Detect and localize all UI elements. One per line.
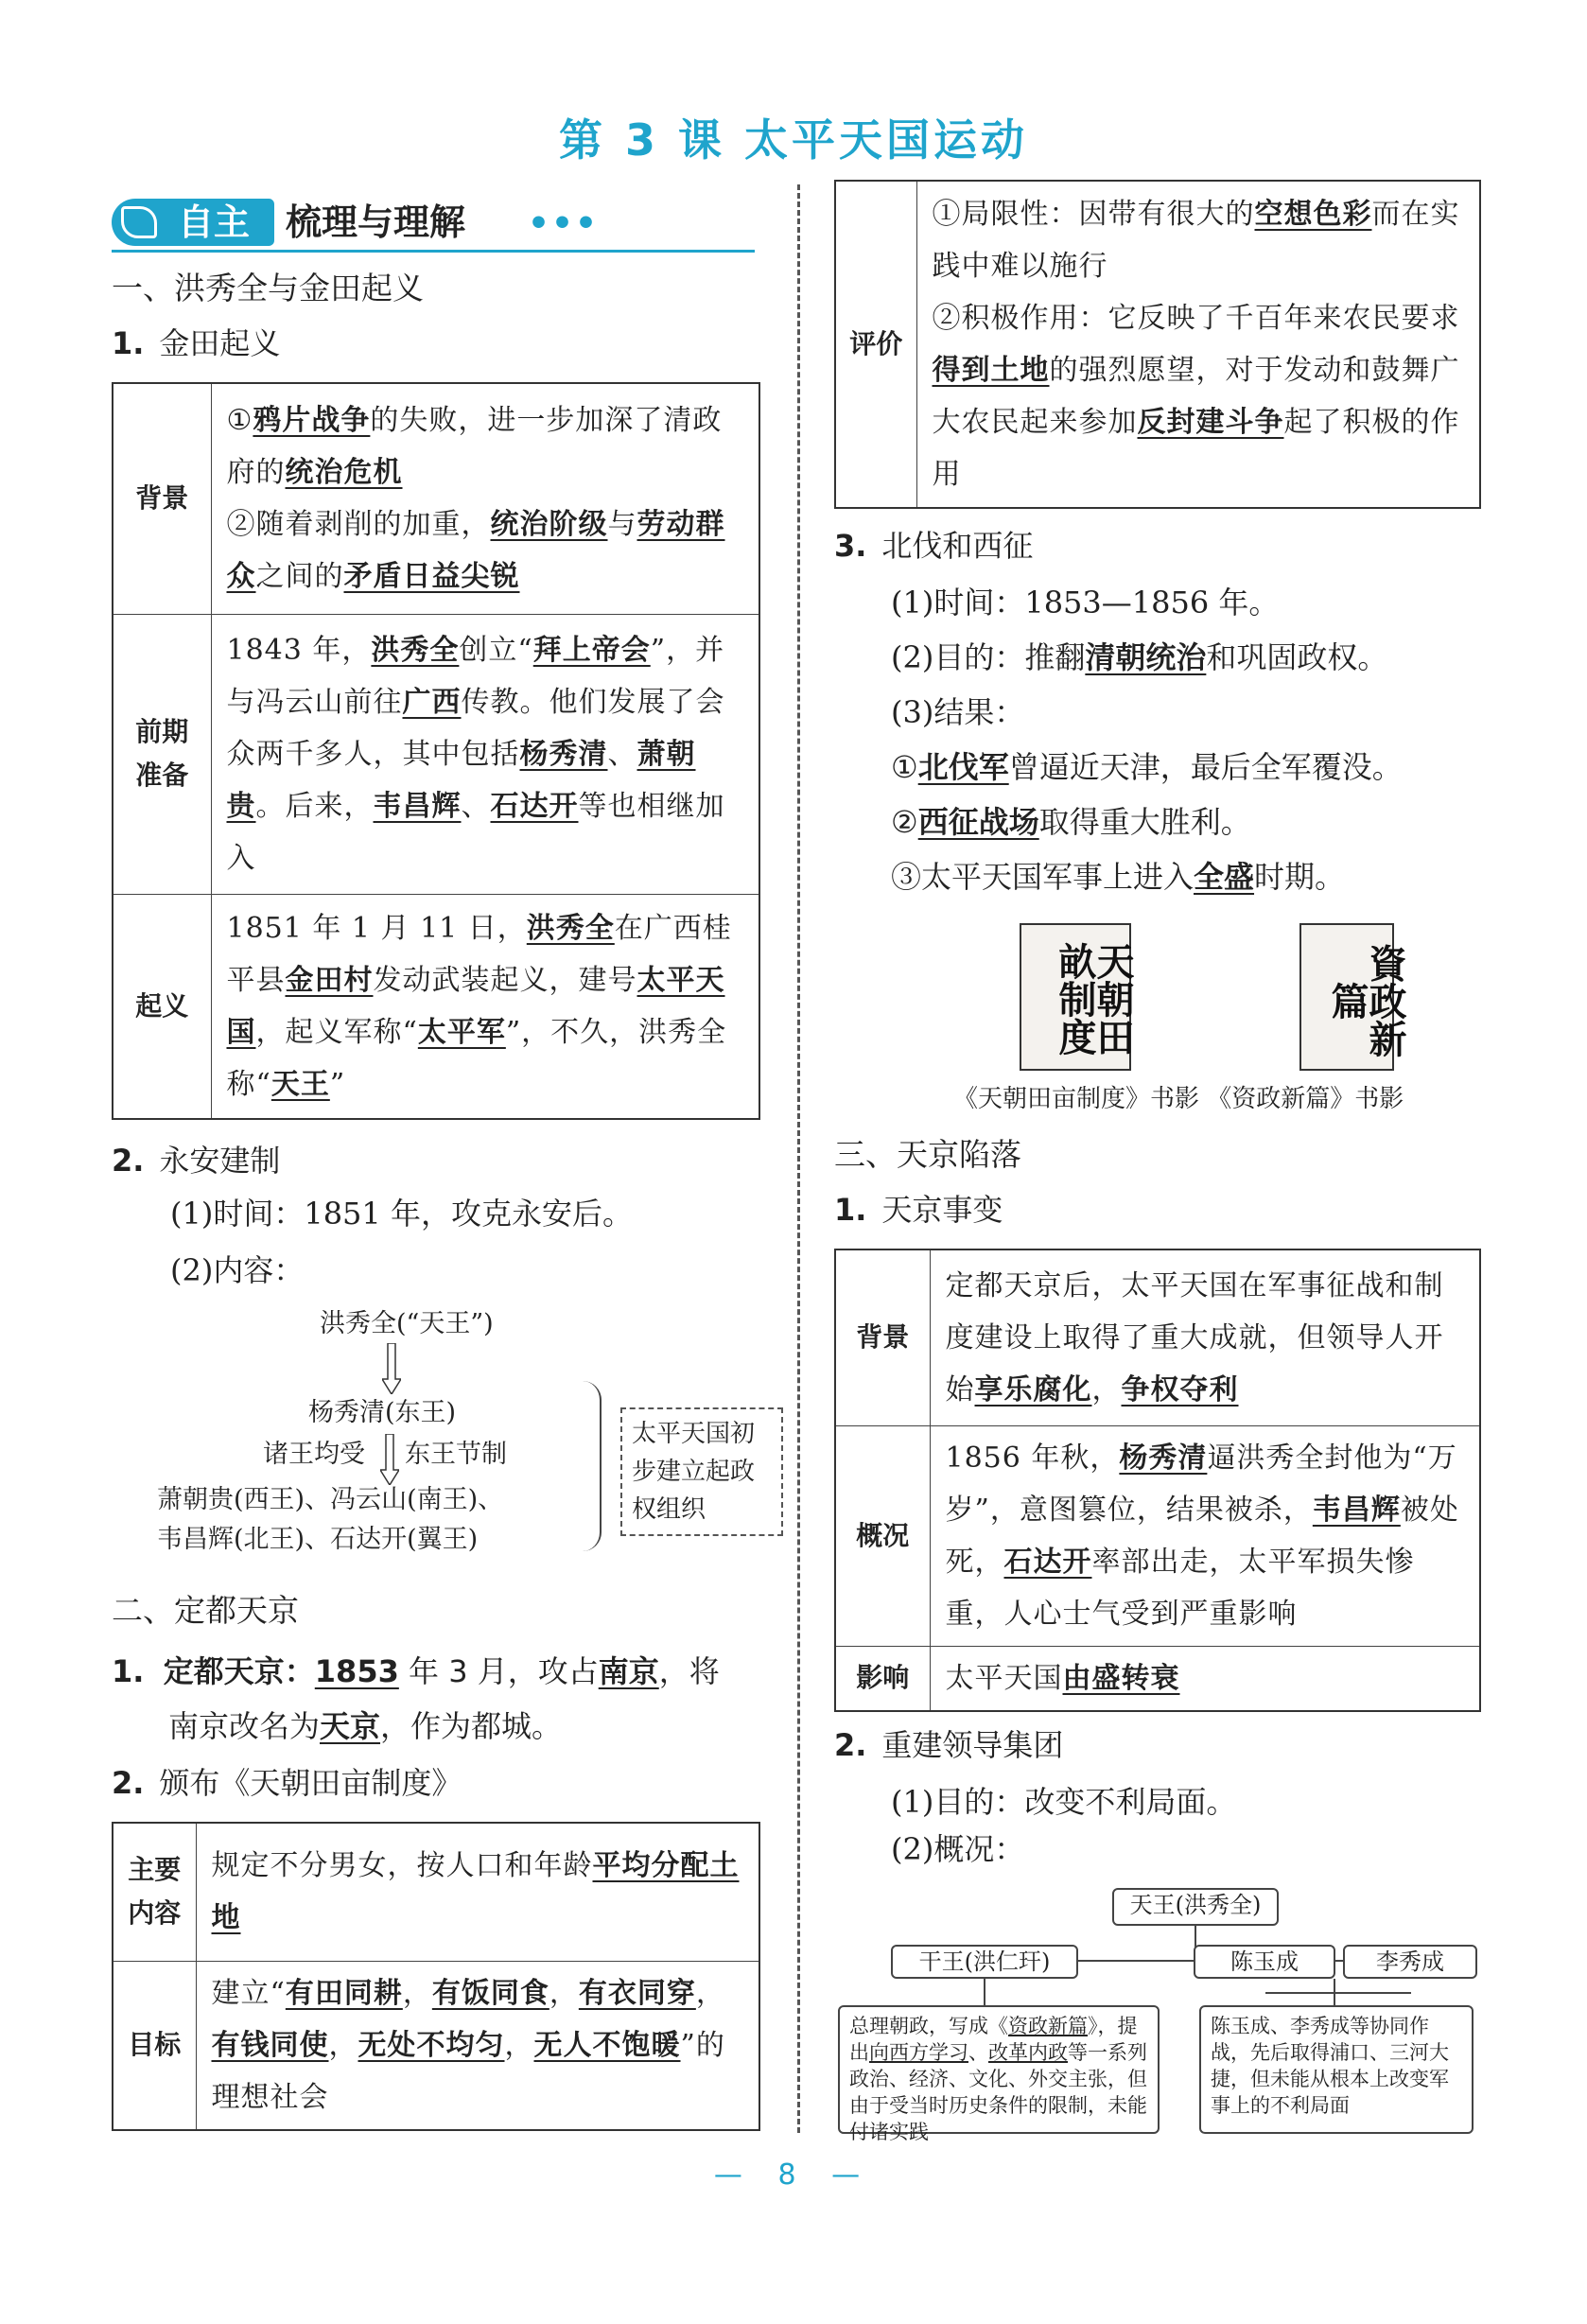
beifa-result-1: ①北伐军曾逼近天津，最后全军覆没。 — [891, 749, 1403, 785]
yongan-content-label: (2)内容： — [170, 1252, 305, 1288]
row-content-main: 规定不分男女，按人口和年龄平均分配土地 — [196, 1823, 759, 1961]
dingdu-line2: 南京改名为天京，作为都城。 — [168, 1708, 563, 1744]
org-connector — [1265, 1992, 1411, 1994]
section-banner — [112, 199, 755, 252]
row-content-overview: 1856 年秋，杨秀清逼洪秀全封他为“万岁”，意图篡位，结果被杀，韦昌辉被处死，石达开率部出走，太平军损失惨重，人心士气受到严重影响 — [930, 1425, 1480, 1646]
row-label: 影响 — [835, 1646, 930, 1711]
banner-dots: ••• — [528, 204, 600, 243]
org-tianwang: 天王(洪秀全) — [1112, 1888, 1279, 1926]
book-title-tianchao: 天朝田畝制度 — [1053, 942, 1135, 1056]
column-divider — [797, 184, 800, 2133]
section-heading-3: 三、天京陷落 — [834, 1136, 1021, 1173]
org-ganwang-desc: 总理朝政，写成《资政新篇》，提出向西方学习、改革内政等一系列政治、经济、文化、外交主张，但由于受当时历史条件的限制，未能付诸实践 — [838, 2005, 1160, 2134]
beifa-result-3: ③太平天国军事上进入全盛时期。 — [891, 859, 1346, 895]
diagram-yang: 杨秀清(东王) — [308, 1398, 457, 1427]
section-heading-2: 二、定都天京 — [112, 1592, 299, 1629]
table-evaluation — [834, 180, 1481, 509]
diagram-left-note: 诸王均受 — [263, 1440, 365, 1469]
subheading-tianchao: 2. 颁布《天朝田亩制度》 — [112, 1765, 462, 1801]
row-label: 主要内容 — [113, 1823, 196, 1961]
section-heading-1: 一、洪秀全与金田起义 — [112, 270, 424, 306]
subheading-rebuild: 2. 重建领导集团 — [834, 1727, 1064, 1763]
row-content-background: ①鸦片战争的失败，进一步加深了清政府的统治危机 ②随着剥削的加重，统治阶级与劳动群众之间的矛盾日益尖锐 — [211, 383, 759, 614]
dingdu-line1: 1. 定都天京：1853 年 3 月，攻占南京，将 — [112, 1653, 720, 1689]
row-label: 概况 — [835, 1425, 930, 1646]
page-title: 第 3 课 太平天国运动 — [558, 114, 1029, 166]
table-row — [835, 1249, 1480, 1425]
row-label: 背景 — [835, 1249, 930, 1425]
table-row — [113, 614, 759, 894]
book-caption: 《天朝田亩制度》书影 《资政新篇》书影 — [953, 1085, 1404, 1113]
table-row — [835, 181, 1480, 508]
subheading-beifa: 3. 北伐和西征 — [834, 528, 1034, 564]
table-row — [113, 383, 759, 614]
row-label: 目标 — [113, 1961, 196, 2130]
row-label: 背景 — [113, 383, 211, 614]
yongan-time: (1)时间：1851 年，攻克永安后。 — [170, 1196, 633, 1232]
row-content-goal: 建立“有田同耕，有饭同食，有衣同穿，有钱同使，无处不均匀，无人不饱暖”的理想社会 — [196, 1961, 759, 2130]
beifa-result-label: (3)结果： — [891, 694, 1025, 730]
rebuild-goal: (1)目的：改变不利局面。 — [891, 1784, 1237, 1820]
arrow-down-icon — [380, 1434, 399, 1485]
org-chen-yucheng: 陈玉成 — [1194, 1945, 1335, 1979]
row-content-impact: 太平天国由盛转衰 — [930, 1646, 1480, 1711]
table-row — [113, 1961, 759, 2130]
diagram-kings-2: 韦昌辉(北王)、石达开(翼王) — [157, 1525, 479, 1554]
row-content-evaluation: ①局限性：因带有很大的空想色彩而在实践中难以施行 ②积极作用：它反映了千百年来农民要求得到土地的强烈愿望，对于发动和鼓舞广大农民起来参加反封建斗争起了积极的作用 — [916, 181, 1480, 508]
subheading-yongan: 2. 永安建制 — [112, 1143, 281, 1179]
diagram-right-note: 东王节制 — [405, 1440, 507, 1469]
page-number: — 8 — — [713, 2158, 874, 2192]
brace-icon — [579, 1381, 602, 1551]
table-tianjing — [834, 1249, 1481, 1712]
subheading-jintian: 1. 金田起义 — [112, 325, 281, 361]
banner-underline — [112, 250, 755, 253]
diagram-kings-1: 萧朝贵(西王)、冯云山(南王)、 — [157, 1485, 504, 1514]
org-connector — [984, 1979, 985, 2005]
table-row — [835, 1425, 1480, 1646]
org-ganwang: 干王(洪仁玕) — [891, 1945, 1078, 1979]
rebuild-overview-label: (2)概况： — [891, 1831, 1025, 1867]
row-label: 前期准备 — [113, 614, 211, 894]
table-tianchao — [112, 1822, 760, 2131]
beifa-time: (1)时间：1853—1856 年。 — [891, 585, 1280, 620]
beifa-goal: (2)目的：推翻清朝统治和巩固政权。 — [891, 639, 1388, 675]
book-title-zizheng: 資政新篇 — [1325, 944, 1407, 1057]
book-cover-tianchao — [1020, 923, 1135, 1071]
banner-text: 梳理与理解 — [286, 201, 466, 243]
subheading-tianjing: 1. 天京事变 — [834, 1192, 1003, 1228]
table-row — [113, 1823, 759, 1961]
org-generals-desc: 陈玉成、李秀成等协同作战，先后取得浦口、三河大捷，但未能从根本上改变军事上的不利局面 — [1199, 2005, 1474, 2134]
diagram-conclusion-box: 太平天国初步建立起政权组织 — [620, 1407, 783, 1536]
diagram-hong: 洪秀全(“天王”) — [320, 1309, 494, 1338]
leaf-icon — [121, 206, 157, 238]
beifa-result-2: ②西征战场取得重大胜利。 — [891, 804, 1251, 840]
arrow-down-icon — [382, 1343, 401, 1394]
row-label: 起义 — [113, 894, 211, 1119]
org-li-xiucheng: 李秀成 — [1343, 1945, 1477, 1979]
row-content-uprising: 1851 年 1 月 11 日，洪秀全在广西桂平县金田村发动武装起义，建号太平天国，起义军称“太平军”，不久，洪秀全称“天王” — [211, 894, 759, 1119]
row-content-preparation: 1843 年，洪秀全创立“拜上帝会”，并与冯云山前往广西传教。他们发展了会众两千多人，其中包括杨秀清、萧朝贵。后来，韦昌辉、石达开等也相继加入 — [211, 614, 759, 894]
book-cover-zizheng — [1299, 923, 1407, 1071]
row-content-background: 定都天京后，太平天国在军事征战和制度建设上取得了重大成就，但领导人开始享乐腐化，争权夺利 — [930, 1249, 1480, 1425]
banner-pill — [112, 199, 274, 246]
table-jintian — [112, 382, 760, 1120]
table-row — [835, 1646, 1480, 1711]
banner-pill-text: 自主 — [178, 201, 251, 243]
row-label: 评价 — [835, 181, 916, 508]
table-row — [113, 894, 759, 1119]
